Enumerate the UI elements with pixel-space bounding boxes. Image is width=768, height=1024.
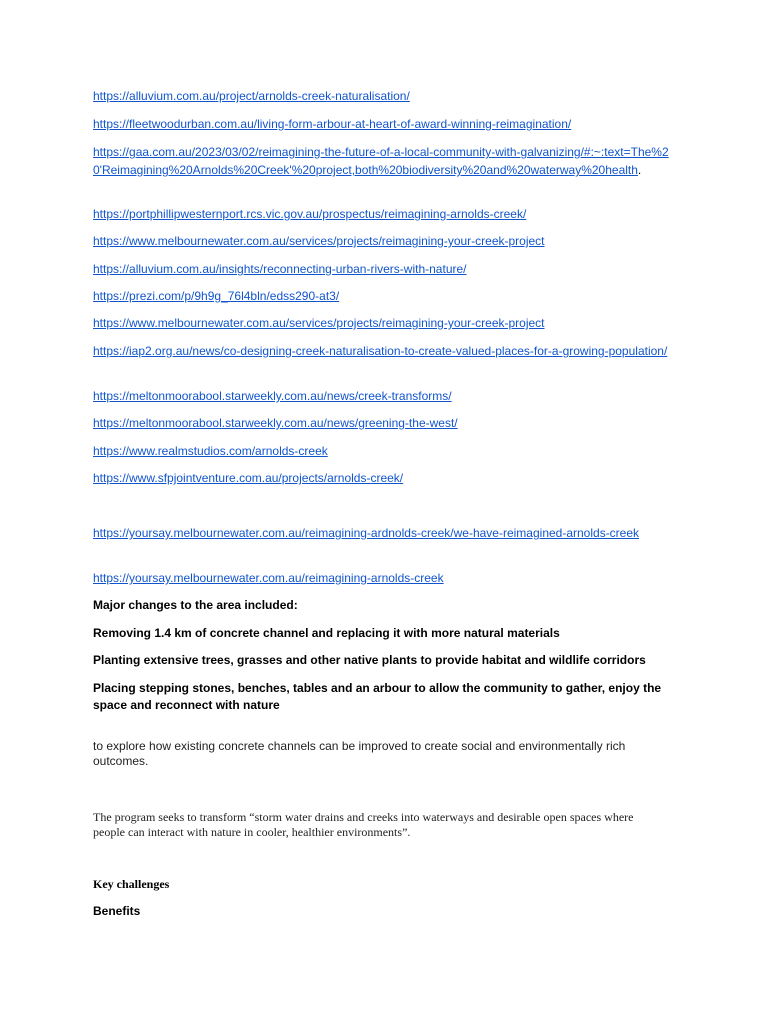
explore-paragraph: to explore how existing concrete channels can be improved to create social and environmentally rich outcomes.: [93, 739, 626, 768]
reference-link[interactable]: https://portphillipwesternport.rcs.vic.gov.au/prospectus/reimagining-arnolds-creek/: [93, 207, 527, 221]
reference-link[interactable]: https://prezi.com/p/9h9g_76l4bln/edss290-at3/: [93, 289, 340, 303]
reference-link[interactable]: https://www.melbournewater.com.au/services/projects/reimagining-your-creek-project: [93, 316, 545, 330]
reference-link[interactable]: https://www.melbournewater.com.au/services/projects/reimagining-your-creek-project: [93, 234, 545, 248]
change-item: Removing 1.4 km of concrete channel and replacing it with more natural materials: [93, 626, 560, 640]
reference-link[interactable]: https://alluvium.com.au/insights/reconnecting-urban-rivers-with-nature/: [93, 262, 467, 276]
reference-link[interactable]: https://www.sfpjointventure.com.au/projects/arnolds-creek/: [93, 471, 404, 485]
link-period: .: [637, 163, 642, 177]
reference-link[interactable]: https://alluvium.com.au/project/arnolds-creek-naturalisation/: [93, 89, 410, 103]
reference-link[interactable]: https://yoursay.melbournewater.com.au/reimagining-arnolds-creek: [93, 571, 444, 585]
benefits-heading: Benefits: [93, 904, 141, 918]
reference-link[interactable]: https://fleetwoodurban.com.au/living-form-arbour-at-heart-of-award-winning-reimagination/: [93, 117, 572, 131]
reference-link[interactable]: https://www.realmstudios.com/arnolds-creek: [93, 444, 328, 458]
change-item: Placing stepping stones, benches, tables and an arbour to allow the community to gather, enjoy the space and reconnect with nature: [93, 681, 662, 712]
change-item: Planting extensive trees, grasses and other native plants to provide habitat and wildlife corridors: [93, 653, 646, 667]
reference-link[interactable]: https://gaa.com.au/2023/03/02/reimagining-the-future-of-a-local-community-with-galvanizing/#:~:text=The%20'Reimagining%20Arnolds%20Creek'%20project,both%20biodiversity%20and%20waterway%20health: [93, 145, 669, 177]
reference-link[interactable]: https://iap2.org.au/news/co-designing-creek-naturalisation-to-create-valued-places-for-a-growing-population/: [93, 344, 668, 358]
reference-link[interactable]: https://yoursay.melbournewater.com.au/reimagining-ardnolds-creek/we-have-reimagined-arnolds-creek: [93, 526, 640, 540]
major-changes-heading: Major changes to the area included:: [93, 598, 298, 612]
reference-link-wrapper: [93, 143, 673, 179]
reference-link[interactable]: https://meltonmoorabool.starweekly.com.au/news/greening-the-west/: [93, 416, 458, 430]
reference-link[interactable]: https://meltonmoorabool.starweekly.com.au/news/creek-transforms/: [93, 389, 452, 403]
program-paragraph: The program seeks to transform “storm water drains and creeks into waterways and desirable open spaces where people can interact with nature in cooler, healthier environments”.: [93, 810, 634, 839]
key-challenges-heading: Key challenges: [93, 877, 170, 891]
